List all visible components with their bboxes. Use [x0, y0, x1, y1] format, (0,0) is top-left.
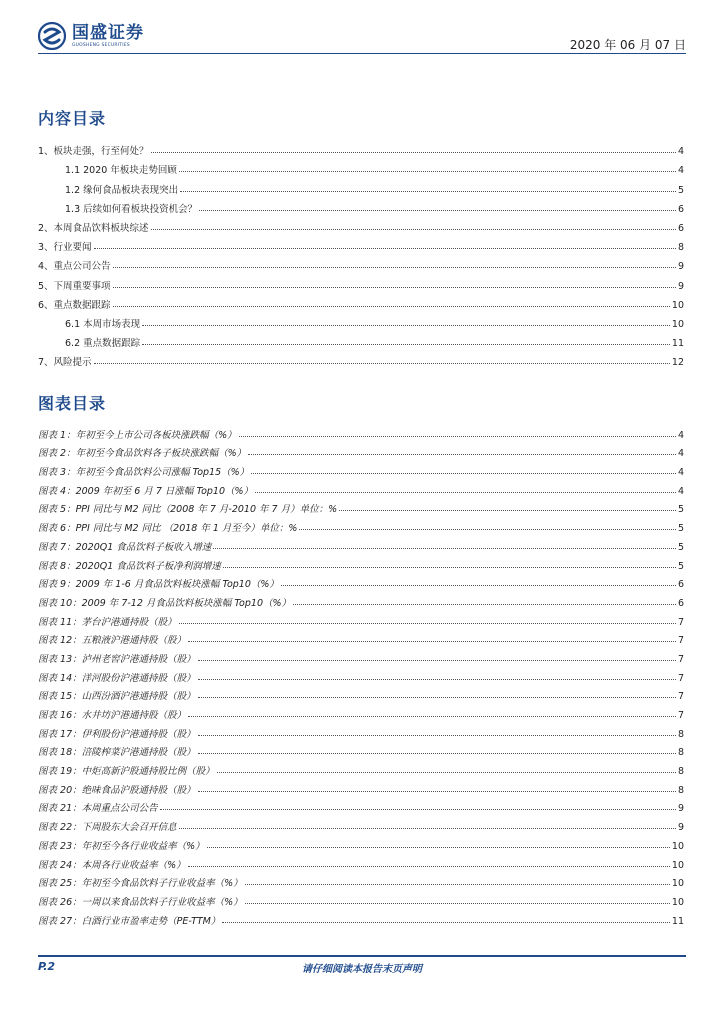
- figure-entry-label: 图表 6：PPI 同比与 M2 同比 （2018 年 1 月至今）单位：%: [38, 523, 298, 535]
- guosheng-logo-icon: [38, 22, 66, 50]
- figure-entry-label: 图表 10：2009 年 7-12 月食品饮料板块涨幅 Top10（%）: [38, 597, 292, 609]
- dot-leader: [113, 266, 676, 268]
- figure-entry-page: 8: [677, 766, 684, 778]
- figure-entry-label: 图表 9：2009 年 1-6 月食品饮料板块涨幅 Top10（%）: [38, 579, 279, 591]
- figure-entry-page: 4: [677, 448, 684, 460]
- toc-entry-page: 10: [671, 318, 684, 330]
- dot-leader: [113, 286, 676, 288]
- figure-entry-label: 图表 7：2020Q1 食品饮料子板收入增速: [38, 541, 212, 553]
- figure-entry-page: 4: [677, 467, 684, 479]
- figure-entry-page: 5: [677, 504, 684, 516]
- figure-entry[interactable]: [38, 628, 684, 647]
- figure-entry[interactable]: [38, 497, 684, 516]
- toc-entry[interactable]: [38, 292, 684, 311]
- logo-english-name: GUOSHENG SECURITIES: [72, 42, 130, 48]
- dot-leader: [207, 846, 670, 848]
- toc-entry[interactable]: [38, 196, 684, 215]
- toc-entry[interactable]: [38, 157, 684, 176]
- toc-entry-label: 6、重点数据跟踪: [38, 299, 111, 311]
- toc-entry-label: 7、风险提示: [38, 357, 92, 369]
- figures-list: [38, 422, 684, 927]
- figure-entry-label: 图表 1：年初至今上市公司各板块涨跌幅（%）: [38, 429, 237, 441]
- dot-leader: [142, 343, 670, 345]
- dot-leader: [245, 883, 670, 885]
- figure-entry-page: 10: [671, 878, 684, 890]
- toc-entry-page: 12: [671, 357, 684, 369]
- dot-leader: [223, 566, 676, 568]
- toc-entry-label: 1、板块走强，行至何处？: [38, 146, 149, 158]
- dot-leader: [213, 547, 676, 549]
- toc-entry-page: 5: [677, 184, 684, 196]
- dot-leader: [198, 752, 676, 754]
- dot-leader: [245, 902, 670, 904]
- toc-entry-label: 4、重点公司公告: [38, 261, 111, 273]
- toc-entry[interactable]: [38, 138, 684, 157]
- toc-entry-page: 6: [677, 222, 684, 234]
- figure-entry-page: 7: [677, 635, 684, 647]
- figure-entry[interactable]: [38, 553, 684, 572]
- figure-entry-label: 图表 25：年初至今食品饮料子行业收益率（%）: [38, 878, 243, 890]
- figure-entry-label: 图表 22：下周股东大会召开信息: [38, 822, 177, 834]
- figure-entry-page: 7: [677, 616, 684, 628]
- toc-entry[interactable]: [38, 272, 684, 291]
- toc-entry-label: 1.1 2020 年板块走势回顾: [65, 165, 177, 177]
- figure-entry-page: 4: [677, 485, 684, 497]
- figure-entry-page: 9: [677, 803, 684, 815]
- toc-entry[interactable]: [38, 349, 684, 368]
- figure-entry-label: 图表 14：洋河股份沪港通持股（股）: [38, 672, 196, 684]
- dot-leader: [188, 640, 676, 642]
- dot-leader: [198, 659, 676, 661]
- figure-entry-label: 图表 11：茅台沪港通持股（股）: [38, 616, 177, 628]
- dot-leader: [251, 472, 676, 474]
- toc-entry-label: 1.2 缘何食品板块表现突出: [65, 184, 179, 196]
- dot-leader: [222, 921, 670, 923]
- toc-heading: 内容目录: [38, 109, 107, 128]
- dot-leader: [113, 305, 670, 307]
- toc-entry-page: 10: [671, 299, 684, 311]
- toc-entry-page: 9: [677, 261, 684, 273]
- dot-leader: [281, 584, 676, 586]
- figure-entry[interactable]: [38, 740, 684, 759]
- figure-entry[interactable]: [38, 908, 684, 927]
- figure-entry-page: 10: [671, 840, 684, 852]
- figure-entry-page: 6: [677, 579, 684, 591]
- figure-entry-label: 图表 20：绝味食品沪股通持股（股）: [38, 784, 196, 796]
- figure-entry-page: 10: [671, 859, 684, 871]
- figures-heading: 图表目录: [38, 394, 107, 413]
- figure-entry[interactable]: [38, 871, 684, 890]
- figure-entry-page: 6: [677, 597, 684, 609]
- dot-leader: [248, 453, 676, 455]
- report-date: 2020 年 06 月 07 日: [569, 38, 686, 52]
- toc-entry-label: 6.2 重点数据跟踪: [65, 338, 141, 350]
- figure-entry-page: 7: [677, 672, 684, 684]
- figure-entry[interactable]: [38, 852, 684, 871]
- toc-entry-label: 6.1 本周市场表现: [65, 318, 141, 330]
- toc-entry-label: 1.3 后续如何看板块投资机会？: [65, 203, 198, 215]
- figure-entry-label: 图表 18：涪陵榨菜沪港通持股（股）: [38, 747, 196, 759]
- page-number: P.2: [38, 960, 56, 973]
- header-divider: [38, 53, 686, 54]
- logo-chinese-name: 国盛证券: [72, 22, 144, 43]
- dot-leader: [180, 190, 676, 192]
- figure-entry-label: 图表 26：一周以来食品饮料子行业收益率（%）: [38, 896, 243, 908]
- figure-entry-label: 图表 8：2020Q1 食品饮料子板净利润增速: [38, 560, 221, 572]
- figure-entry-label: 图表 19：中炬高新沪股通持股比例（股）: [38, 766, 215, 778]
- dot-leader: [198, 696, 676, 698]
- dot-leader: [142, 324, 670, 326]
- figure-entry-page: 5: [677, 523, 684, 535]
- figure-entry[interactable]: [38, 758, 684, 777]
- figure-entry-page: 5: [677, 560, 684, 572]
- dot-leader: [94, 247, 676, 249]
- figure-entry-page: 8: [677, 747, 684, 759]
- figure-entry[interactable]: [38, 609, 684, 628]
- figure-entry-label: 图表 27：白酒行业市盈率走势（PE-TTM）: [38, 915, 221, 927]
- figure-entry[interactable]: [38, 590, 684, 609]
- figure-entry[interactable]: [38, 422, 684, 441]
- toc-entry-label: 3、行业要闻: [38, 242, 92, 254]
- figure-entry-page: 7: [677, 691, 684, 703]
- dot-leader: [179, 827, 676, 829]
- figure-entry-label: 图表 4：2009 年初至 6 月 7 日涨幅 Top10（%）: [38, 485, 254, 497]
- figure-entry-label: 图表 24：本周各行业收益率（%）: [38, 859, 186, 871]
- figure-entry-label: 图表 16：水井坊沪港通持股（股）: [38, 710, 187, 721]
- dot-leader: [239, 435, 676, 437]
- figure-entry[interactable]: [38, 796, 684, 815]
- dot-leader: [198, 678, 676, 680]
- toc-entry[interactable]: [38, 234, 684, 253]
- figure-entry-label: 图表 3：年初至今食品饮料公司涨幅 Top15（%）: [38, 467, 250, 479]
- toc-entry-page: 8: [677, 242, 684, 254]
- figure-entry-page: 10: [671, 896, 684, 908]
- figure-entry[interactable]: [38, 478, 684, 497]
- figure-entry[interactable]: [38, 665, 684, 684]
- footer-divider: [38, 955, 686, 957]
- figure-entry-page: 9: [677, 822, 684, 834]
- figure-entry-label: 图表 23：年初至今各行业收益率（%）: [38, 840, 205, 852]
- toc-entry[interactable]: [38, 311, 684, 330]
- toc-entry-page: 9: [677, 280, 684, 292]
- figure-entry[interactable]: [38, 777, 684, 796]
- figure-entry[interactable]: [38, 515, 684, 534]
- figure-entry[interactable]: [38, 534, 684, 553]
- figure-entry-label: 图表 5：PPI 同比与 M2 同比（2008 年 7 月-2010 年 7 月）单位：%: [38, 504, 338, 516]
- toc-entry-label: 2、本周食品饮料板块综述: [38, 222, 149, 234]
- figure-entry-label: 图表 21：本周重点公司公告: [38, 803, 158, 815]
- dot-leader: [179, 622, 676, 624]
- footer-disclaimer: 请仔细阅读本报告末页声明: [302, 964, 422, 975]
- dot-leader: [299, 528, 676, 530]
- dot-leader: [188, 865, 670, 867]
- toc-entry[interactable]: [38, 176, 684, 195]
- figure-entry[interactable]: [38, 441, 684, 460]
- figure-entry-page: 11: [671, 915, 684, 927]
- figure-entry[interactable]: [38, 572, 684, 591]
- figure-entry-label: 图表 13：泸州老窖沪港通持股（股）: [38, 653, 196, 665]
- toc-entry-label: 5、下周重要事项: [38, 280, 111, 292]
- toc-entry-page: 11: [671, 338, 684, 350]
- dot-leader: [94, 362, 670, 364]
- dot-leader: [293, 603, 676, 605]
- dot-leader: [151, 228, 676, 230]
- dot-leader: [179, 170, 676, 172]
- figure-entry-page: 5: [677, 541, 684, 553]
- figure-entry[interactable]: [38, 702, 684, 721]
- figure-entry-label: 图表 12：五粮液沪港通持股（股）: [38, 635, 187, 647]
- toc-entry[interactable]: [38, 330, 684, 349]
- figure-entry[interactable]: [38, 459, 684, 478]
- toc-entry[interactable]: [38, 253, 684, 272]
- figure-entry[interactable]: [38, 684, 684, 703]
- toc-entry-page: 4: [677, 146, 684, 158]
- figure-entry-label: 图表 17：伊利股份沪港通持股（股）: [38, 728, 196, 740]
- figure-entry-page: 4: [677, 429, 684, 441]
- figure-entry-page: 8: [677, 728, 684, 740]
- figure-entry-label: 图表 2：年初至今食品饮料各子板块涨跌幅（%）: [38, 448, 247, 460]
- dot-leader: [255, 491, 676, 493]
- figure-entry-page: 7: [677, 653, 684, 665]
- dot-leader: [339, 509, 676, 511]
- figure-entry-page: 7: [677, 710, 684, 721]
- dot-leader: [188, 715, 676, 717]
- figure-entry[interactable]: [38, 889, 684, 908]
- figure-entry-label: 图表 15：山西汾酒沪港通持股（股）: [38, 691, 196, 703]
- page-header: [0, 0, 724, 60]
- dot-leader: [151, 151, 676, 153]
- dot-leader: [160, 808, 676, 810]
- figure-entry[interactable]: [38, 814, 684, 833]
- toc-entry-page: 6: [677, 203, 684, 215]
- toc-entry-page: 4: [677, 165, 684, 177]
- figure-entry[interactable]: [38, 721, 684, 740]
- figure-entry-page: 8: [677, 784, 684, 796]
- figure-entry[interactable]: [38, 646, 684, 665]
- dot-leader: [217, 771, 676, 773]
- toc-entry[interactable]: [38, 215, 684, 234]
- company-logo: [38, 22, 144, 50]
- contents-list: [38, 138, 684, 368]
- dot-leader: [198, 734, 676, 736]
- dot-leader: [199, 209, 676, 211]
- dot-leader: [198, 790, 676, 792]
- figure-entry[interactable]: [38, 833, 684, 852]
